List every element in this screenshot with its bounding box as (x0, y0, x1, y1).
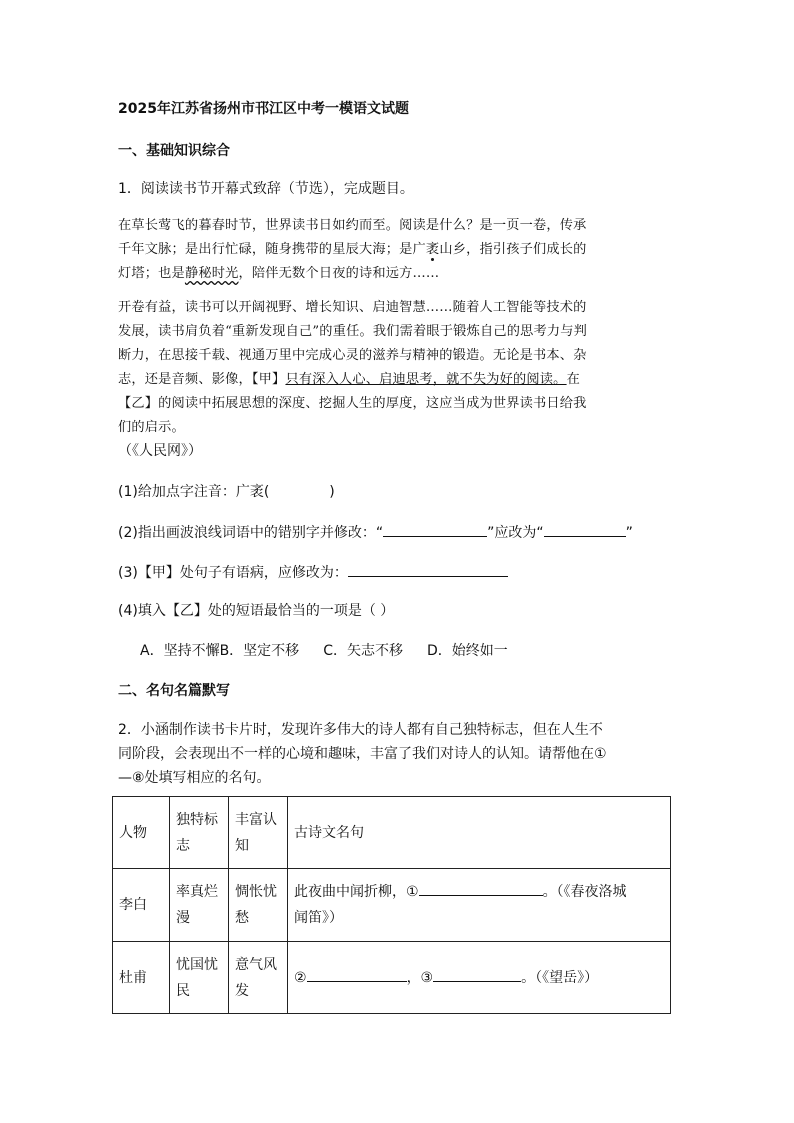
cell-rich (229, 869, 288, 942)
cell-person (113, 942, 170, 1014)
cell-text: 杜甫 (119, 969, 147, 986)
cell-text: 意气风 (235, 956, 277, 973)
passage-line (118, 368, 678, 392)
text-run: ”应改为“ (487, 525, 544, 541)
text-run: ，陪伴无数个日夜的诗和远方…… (238, 266, 440, 281)
answer-blank-correct-char[interactable] (544, 522, 626, 537)
option-c[interactable]: C．矢志不移 (323, 643, 403, 659)
stem-line: 同阶段，会表现出不一样的心境和趣味，丰富了我们对诗人的认知。请帮他在① (118, 746, 607, 762)
cell-text: 知 (235, 837, 249, 854)
wavy-underlined-word: 静秘时光 (184, 266, 239, 281)
passage-source: （《人民网》） (118, 443, 202, 459)
answer-blank-2[interactable] (307, 967, 407, 982)
sub-question-1 (118, 481, 335, 501)
cell-text: ，③ (406, 969, 434, 986)
text-run: 在 (566, 372, 580, 387)
answer-blank-revision[interactable] (348, 562, 508, 577)
cell-text: 率真烂 (176, 884, 218, 900)
header-poem (288, 797, 671, 869)
cell-line (294, 965, 664, 991)
option-d[interactable]: D．始终如一 (426, 643, 508, 659)
option-a[interactable]: A．坚持不懈 (140, 643, 220, 659)
cell-text: 李白 (119, 897, 147, 913)
underlined-sentence-jia: 只有深入人心、启迪思考，就不失为好的阅读。 (285, 372, 567, 387)
passage-line: 断力，在思接千载、视通万里中完成心灵的滋养与精神的锻造。无论是书本、杂 (118, 348, 587, 363)
answer-blank-3[interactable] (433, 967, 521, 982)
header-mark (170, 797, 229, 869)
dotted-character: 袤 (425, 242, 440, 257)
text-run: 千年文脉；是出行忙碌，随身携带的星辰大海；是广 (118, 242, 426, 257)
document-title: 2025年江苏省扬州市邗江区中考一模语文试题 (118, 101, 409, 117)
cell-text: ② (294, 969, 307, 986)
cell-poem (288, 869, 671, 942)
cell-mark (170, 869, 229, 942)
stem-line: 2．小涵制作读书卡片时，发现许多伟大的诗人都有自己独特标志，但在人生不 (118, 722, 603, 738)
sub-question-2 (118, 522, 633, 542)
cell-text: 闻笛》） (294, 910, 343, 926)
passage-paragraph-1 (118, 214, 678, 286)
cell-text: 民 (176, 982, 190, 999)
header-person (113, 797, 170, 869)
cell-poem (288, 942, 671, 1014)
cell-text: 愁 (235, 910, 249, 926)
cell-text: 古诗文名句 (294, 824, 364, 841)
text-run: 志，还是音频、影像，【甲】 (118, 372, 286, 387)
section-1-title: 一、基础知识综合 (118, 143, 230, 159)
question-1-stem: 1．阅读读书节开幕式致辞（节选），完成题目。 (118, 181, 414, 197)
cell-text: 。（《春夜洛城 (542, 884, 627, 900)
passage-line: 在草长莺飞的暮春时节，世界读书日如约而至。阅读是什么？是一页一卷，传承 (118, 218, 587, 233)
question-2-stem (118, 718, 607, 790)
cell-text: 独特标 (176, 811, 218, 828)
cell-mark (170, 942, 229, 1014)
cell-text: 丰富认 (235, 811, 277, 828)
text-run: ) (329, 484, 335, 500)
answer-blank-wrong-char[interactable] (383, 522, 487, 537)
sub-question-3 (118, 562, 508, 582)
table-header-row (113, 797, 671, 869)
poetry-table (112, 796, 671, 1014)
cell-text: 人物 (119, 824, 147, 841)
cell-text: 。（《望岳》） (521, 969, 599, 986)
text-run: 灯塔；也是 (118, 266, 185, 281)
text-run: (1)给加点字注音：广袤( (118, 484, 270, 500)
passage-line: 们的启示。 (118, 420, 185, 435)
text-run: 山乡，指引孩子们成长的 (439, 242, 587, 257)
header-rich (229, 797, 288, 869)
answer-blank-1[interactable] (419, 881, 543, 896)
cell-text: 志 (176, 837, 190, 854)
option-b[interactable]: B．坚定不移 (219, 643, 300, 659)
passage-line (118, 262, 678, 286)
section-2-title: 二、名句名篇默写 (118, 683, 230, 699)
answer-options (140, 640, 508, 660)
cell-rich (229, 942, 288, 1014)
passage-line (118, 238, 678, 262)
cell-text: 漫 (176, 910, 190, 926)
passage-line: 开卷有益，读书可以开阔视野、增长知识、启迪智慧……随着人工智能等技术的 (118, 300, 587, 315)
text-run: (2)指出画波浪线词语中的错别字并修改：“ (118, 525, 384, 541)
passage-paragraph-2 (118, 296, 678, 440)
passage-line: 发展，读书肩负着“重新发现自己”的重任。我们需着眼于锻炼自己的思考力与判 (118, 324, 588, 339)
stem-line: —⑧处填写相应的名句。 (118, 770, 271, 786)
cell-text: 发 (235, 982, 249, 999)
sub-question-4: (4)填入【乙】处的短语最恰当的一项是（ ） (118, 603, 395, 619)
cell-text: 惆怅忧 (235, 884, 277, 900)
cell-person (113, 869, 170, 942)
table-row (113, 942, 671, 1014)
passage-line: 【乙】的阅读中拓展思想的深度、挖掘人生的厚度，这应当成为世界读书日给我 (118, 396, 587, 411)
text-run: (3)【甲】处句子有语病，应修改为： (118, 565, 348, 581)
cell-text: 忧国忧 (176, 956, 218, 973)
table-row (113, 869, 671, 942)
cell-text: 此夜曲中闻折柳，① (294, 884, 419, 900)
text-run: ” (625, 525, 633, 541)
cell-line (294, 879, 664, 905)
